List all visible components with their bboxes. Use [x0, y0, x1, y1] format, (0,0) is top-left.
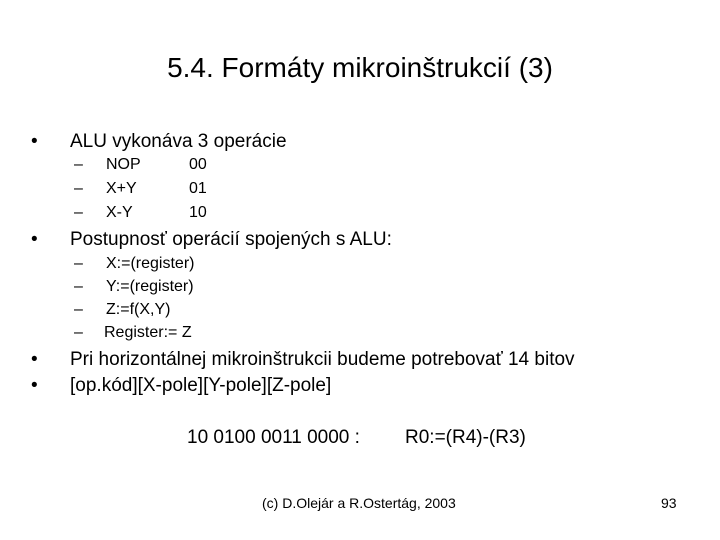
dash-icon: –: [74, 324, 83, 341]
alu-op-name: NOP: [106, 156, 141, 173]
sequence-step-text: Register:= Z: [104, 324, 192, 341]
sequence-step-text: X:=(register): [106, 255, 195, 272]
alu-op-name: X+Y: [106, 180, 137, 197]
bullet-text: Pri horizontálnej mikroinštrukcii budeme potrebovať 14 bitov: [70, 349, 575, 370]
dash-icon: –: [74, 301, 83, 318]
alu-op-code: 10: [189, 204, 207, 221]
alu-heading: ALU vykonáva 3 operácie: [70, 131, 287, 152]
bullet-icon: •: [31, 349, 38, 370]
example-meaning: R0:=(R4)-(R3): [405, 427, 526, 448]
dash-icon: –: [74, 180, 83, 197]
dash-icon: –: [74, 255, 83, 272]
page-number: 93: [661, 495, 677, 511]
dash-icon: –: [74, 278, 83, 295]
sequence-step-text: Z:=f(X,Y): [106, 301, 171, 318]
slide-title: 5.4. Formáty mikroinštrukcií (3): [167, 52, 553, 83]
bullet-icon: •: [31, 375, 38, 396]
footer-credit: (c) D.Olejár a R.Ostertág, 2003: [262, 495, 456, 511]
bullet-icon: •: [31, 229, 38, 250]
bullet-icon: •: [31, 131, 38, 152]
sequence-step-text: Y:=(register): [106, 278, 194, 295]
alu-op-code: 01: [189, 180, 207, 197]
dash-icon: –: [74, 156, 83, 173]
bullet-text: [op.kód][X-pole][Y-pole][Z-pole]: [70, 375, 332, 396]
dash-icon: –: [74, 204, 83, 221]
example-bits: 10 0100 0011 0000 :: [187, 427, 360, 448]
alu-op-name: X-Y: [106, 204, 133, 221]
sequence-heading: Postupnosť operácií spojených s ALU:: [70, 229, 392, 250]
alu-op-code: 00: [189, 156, 207, 173]
